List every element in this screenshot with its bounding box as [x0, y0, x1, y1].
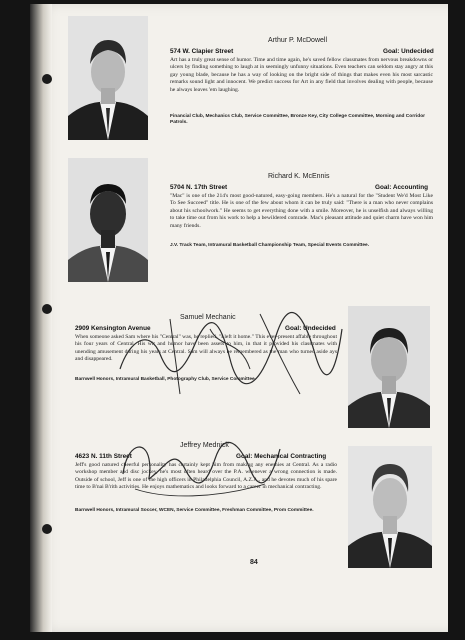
- student-activities: J.V. Track Team, Intramural Basketball Championship Team, Special Events Committee.: [170, 243, 370, 248]
- page-number: 84: [250, 559, 258, 566]
- student-bio: When someone asked Sam where his "Central" was, he replied, "I left it home." This ever-present affable throughout his four years of Central. His wit and humor have been assets to him, in that it provided his classmates with unending amusement during his years at Central. Sam will always be remembered as the man who turned aside ays and disappeared.: [75, 334, 337, 363]
- student-portrait: [348, 306, 430, 428]
- student-portrait: [348, 446, 432, 568]
- student-address: 5704 N. 17th Street: [170, 184, 228, 191]
- student-name: Samuel Mechanic: [180, 314, 236, 321]
- student-bio: Art has a truly great sense of humor. Time and time again, he's saved fellow classmates from nervous breakdowns or ulcers by finding something to laugh at in seemingly unfunny situations. Even teachers can seldom stay angry at this gay young blade, because he has a way of looking on the bright side of things that makes even his most sarcastic remarks sound light and innocent. We predict success for Art in any field that involves dealing with people, because he always leaves 'em laughing.: [170, 57, 433, 93]
- student-bio: "Mac" is one of the 214's most good-natured, easy-going members. He's a natural for the "Student We'd Most Like To See Succeed" title. He is one of the few about whom it can be truly said: "There is a man who never complains about his schoolwork." He seems to get everything done with a smile. Moreover, he is unselfish and always willing to take time out from his work to help a bewildered comrade. Mac's pleasant attitude and quiet charm have won him many friends.: [170, 193, 433, 229]
- student-goal: Goal: Undecided: [285, 325, 336, 332]
- student-goal: Goal: Mechanical Contracting: [236, 453, 327, 460]
- student-goal: Goal: Undecided: [383, 48, 434, 55]
- student-address: 2909 Kensington Avenue: [75, 325, 151, 332]
- student-activities: Financial Club, Mechanics Club, Service Committee, Bronze Key, City College Committee, Morning and Corridor Patrols.: [170, 114, 425, 126]
- student-address: 4623 N. 11th Street: [75, 453, 132, 460]
- student-goal: Goal: Accounting: [375, 184, 429, 191]
- yearbook-page: [30, 4, 448, 632]
- student-portrait: [68, 158, 148, 282]
- binding-hole: [42, 304, 52, 314]
- student-address: 574 W. Clapier Street: [170, 48, 234, 55]
- student-activities: Barnwell Honors, Intramural Basketball, Photography Club, Service Committee.: [75, 377, 256, 382]
- student-name: Jeffrey Mednick: [180, 442, 229, 449]
- book-spine: [30, 4, 52, 632]
- student-portrait: [68, 16, 148, 140]
- binding-hole: [42, 524, 52, 534]
- student-name: Arthur P. McDowell: [268, 37, 328, 44]
- student-activities: Barnwell Honors, Intramural Soccer, WCEN, Service Committee, Freshman Committee, Prom Committee.: [75, 508, 314, 513]
- binding-hole: [42, 74, 52, 84]
- student-bio: Jeff's good natured cheerful personality has certainly kept him from making any enemies at Central. As a radio workshop member and disc jockey, he's most often heard over the P.A. whenever a wrong connection is made. Outside of school, Jeff is one of the high officers in Philadelphia Council, A.Z.A., and he devotes much of his spare time to B'nai B'rith activities. He enjoys mathematics and looks forward to a career in mechanical contracting.: [75, 462, 337, 491]
- student-name: Richard K. McEnnis: [268, 173, 330, 180]
